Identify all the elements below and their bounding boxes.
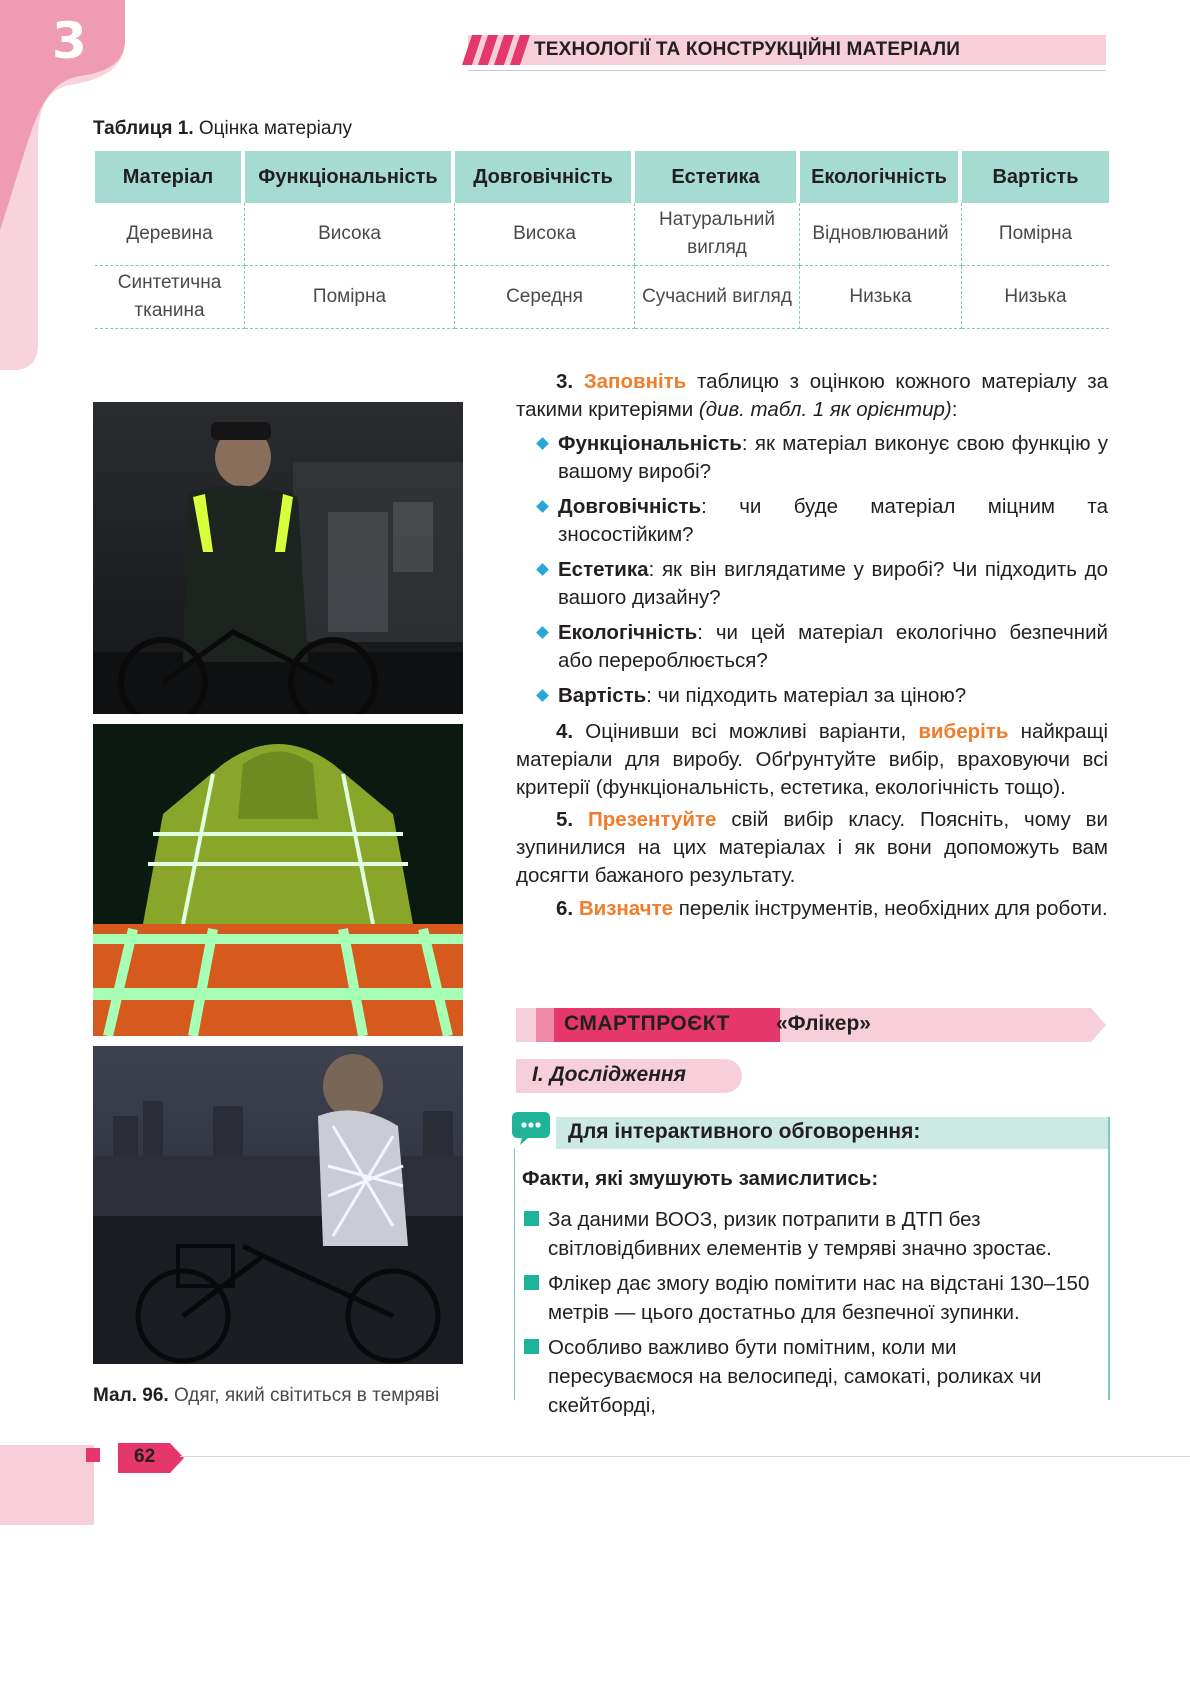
table-row	[95, 203, 1109, 266]
section-title: ТЕХНОЛОГІЇ ТА КОНСТРУКЦІЙНІ МАТЕРІАЛИ	[534, 39, 961, 60]
diamond-bullet-icon	[536, 500, 549, 513]
column-header: Функціональність	[245, 151, 455, 203]
column-header: Матеріал	[95, 151, 245, 203]
table-header-row	[95, 151, 1109, 203]
footer-divider	[180, 1456, 1190, 1457]
chat-bubble-icon	[512, 1110, 554, 1148]
table-cell: Низька	[962, 266, 1109, 329]
diamond-bullet-icon	[536, 437, 549, 450]
square-bullet-icon	[524, 1211, 539, 1226]
photo-cyclist-reflective-vest	[93, 402, 463, 714]
footer-corner-block	[0, 1445, 94, 1525]
table-cell: Помірна	[962, 203, 1109, 266]
task-6-paragraph: 6. Визначте перелік інструментів, необхідних для роботи.	[556, 897, 1108, 920]
list-item: Особливо важливо бути помітним, коли ми пересуваємося на велосипеді, самокаті, роликах чи скейтборді,	[522, 1333, 1106, 1420]
footer-square-marker	[86, 1448, 100, 1462]
task-3-paragraph: 3. Заповніть таблицю з оцінкою кожного матеріалу за такими критеріями (див. табл. 1 як орієнтир):	[516, 370, 1108, 421]
square-bullet-icon	[524, 1275, 539, 1290]
table-cell: Помірна	[245, 266, 455, 329]
table-cell: Висока	[455, 203, 635, 266]
diamond-bullet-icon	[536, 689, 549, 702]
header-divider	[468, 70, 1106, 71]
column-header: Екологічність	[800, 151, 962, 203]
table-cell: Натуральний вигляд	[635, 203, 800, 266]
list-item: Флікер дає змогу водію помітити нас на відстані 130–150 метрів — цього достатньо для безпечної зупинки.	[522, 1269, 1106, 1327]
facts-heading: Факти, які змушують замислитись:	[522, 1167, 879, 1190]
smart-project-title: «Флікер»	[776, 1012, 871, 1035]
table-cell: Висока	[245, 203, 455, 266]
header-stripes-decoration	[462, 35, 532, 65]
table-cell: Відновлюваний	[800, 203, 962, 266]
table-caption: Таблиця 1. Оцінка матеріалу	[93, 118, 353, 139]
task-5-paragraph: 5. Презентуйте свій вибір класу. Поясніть, чому ви зупинилися на цих матеріалах і як вони допоможуть вам досягти бажаного результату.	[516, 808, 1108, 887]
table-cell: Деревина	[95, 203, 245, 266]
discussion-border-left	[514, 1148, 515, 1400]
criteria-list	[536, 430, 1108, 717]
figure-caption: Мал. 96. Одяг, який світиться в темряві	[93, 1385, 440, 1406]
list-item: Естетика: як він виглядатиме у виробі? Чи підходить до вашого дизайну?	[536, 556, 1108, 612]
list-item: За даними ВООЗ, ризик потрапити в ДТП без світловідбивних елементів у темряві значно зростає.	[522, 1205, 1106, 1263]
column-header: Естетика	[635, 151, 800, 203]
diamond-bullet-icon	[536, 626, 549, 639]
smart-project-label: СМАРТПРОЄКТ	[564, 1012, 730, 1035]
list-item: Вартість: чи підходить матеріал за ціною?	[536, 682, 1108, 710]
diamond-bullet-icon	[536, 563, 549, 576]
discussion-border-right	[1108, 1117, 1110, 1400]
task-4-paragraph: 4. Оцінивши всі можливі варіанти, виберіть найкращі матеріали для виробу. Обґрунтуйте вибір, враховуючи всі критерії (функціональність, естетика, екологічність тощо).	[516, 720, 1109, 799]
photo-bicycle-reflective-net	[93, 1046, 463, 1364]
list-item: Функціональність: як матеріал виконує свою функцію у вашому виробі?	[536, 430, 1108, 486]
page-number: 62	[134, 1446, 156, 1467]
square-bullet-icon	[524, 1339, 539, 1354]
table-cell: Низька	[800, 266, 962, 329]
research-stage-label: І. Дослідження	[532, 1063, 686, 1086]
table-cell: Сучасний вигляд	[635, 266, 800, 329]
photo-reflective-jacket	[93, 724, 463, 1036]
table-cell: Синтетична тканина	[95, 266, 245, 329]
chapter-number: 3	[52, 12, 87, 70]
list-item: Екологічність: чи цей матеріал екологічно безпечний або перероблюється?	[536, 619, 1108, 675]
discussion-title: Для інтерактивного обговорення:	[568, 1120, 921, 1143]
column-header: Довговічність	[455, 151, 635, 203]
column-header: Вартість	[962, 151, 1109, 203]
table-cell: Середня	[455, 266, 635, 329]
material-evaluation-table	[95, 151, 1109, 329]
list-item: Довговічність: чи буде матеріал міцним та зносостійким?	[536, 493, 1108, 549]
table-row	[95, 266, 1109, 329]
facts-list	[522, 1205, 1106, 1426]
